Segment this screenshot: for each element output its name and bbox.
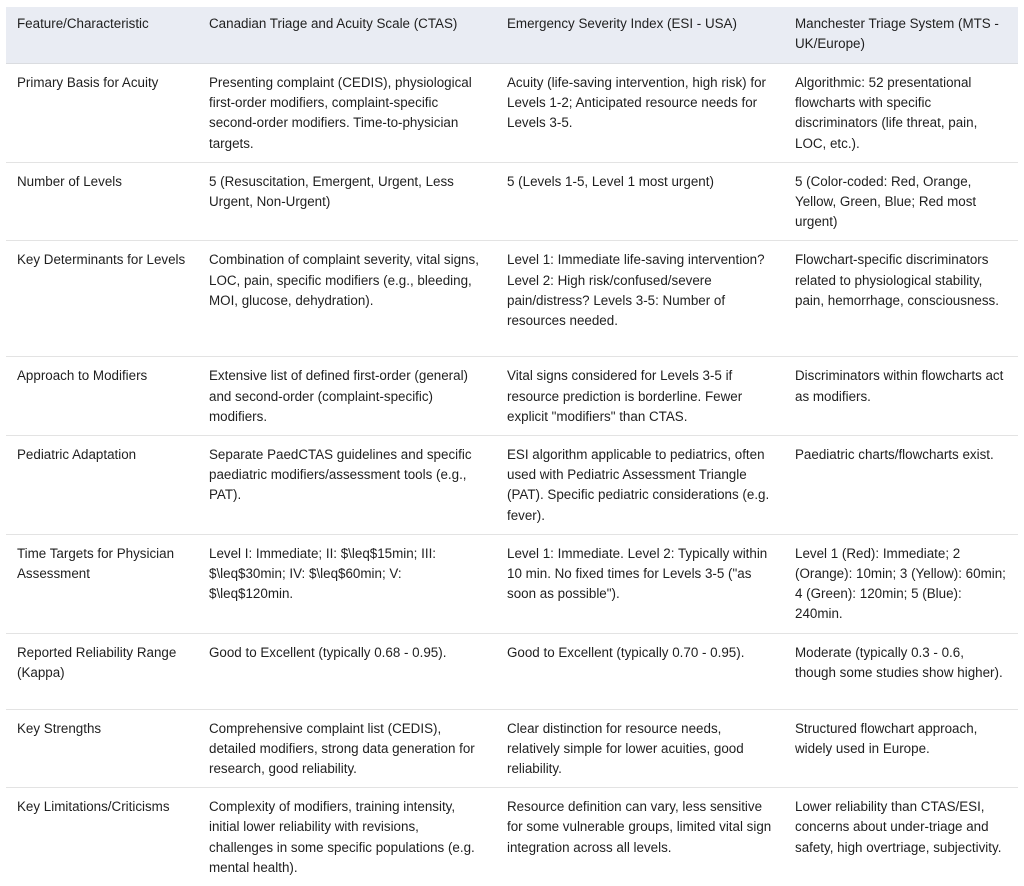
esi-cell: 5 (Levels 1-5, Level 1 most urgent) xyxy=(496,162,784,241)
feature-cell: Reported Reliability Range (Kappa) xyxy=(6,633,198,709)
feature-cell: Key Strengths xyxy=(6,709,198,788)
mts-cell: Discriminators within flowcharts act as modifiers. xyxy=(784,357,1018,436)
table-body xyxy=(6,64,1018,886)
mts-cell: Algorithmic: 52 presentational flowcharts with specific discriminators (life threat, pain, LOC, etc.). xyxy=(784,64,1018,163)
mts-cell: Level 1 (Red): Immediate; 2 (Orange): 10min; 3 (Yellow): 60min; 4 (Green): 120min; 5 (Blue): 240min. xyxy=(784,534,1018,633)
header-esi: Emergency Severity Index (ESI - USA) xyxy=(496,7,784,64)
esi-cell: Acuity (life-saving intervention, high risk) for Levels 1-2; Anticipated resource needs for Levels 3-5. xyxy=(496,64,784,163)
esi-cell: Clear distinction for resource needs, relatively simple for lower acuities, good reliability. xyxy=(496,709,784,788)
comparison-table-container xyxy=(6,7,1018,871)
feature-cell: Primary Basis for Acuity xyxy=(6,64,198,163)
table-header xyxy=(6,7,1018,64)
feature-cell: Key Limitations/Criticisms xyxy=(6,788,198,886)
ctas-cell: Presenting complaint (CEDIS), physiological first-order modifiers, complaint-specific second-order modifiers. Time-to-physician targets. xyxy=(198,64,496,163)
mts-cell: Structured flowchart approach, widely used in Europe. xyxy=(784,709,1018,788)
feature-cell: Time Targets for Physician Assessment xyxy=(6,534,198,633)
feature-cell: Approach to Modifiers xyxy=(6,357,198,436)
esi-cell: ESI algorithm applicable to pediatrics, often used with Pediatric Assessment Triangle (PAT). Specific pediatric considerations (e.g. fever). xyxy=(496,436,784,535)
ctas-cell: Combination of complaint severity, vital signs, LOC, pain, specific modifiers (e.g., bleeding, MOI, glucose, dehydration). xyxy=(198,241,496,357)
esi-cell: Level 1: Immediate. Level 2: Typically within 10 min. No fixed times for Levels 3-5 ("as soon as possible"). xyxy=(496,534,784,633)
table-row xyxy=(6,788,1018,886)
ctas-cell: Level I: Immediate; II: $\leq$15min; III: $\leq$30min; IV: $\leq$60min; V: $\leq$120min. xyxy=(198,534,496,633)
ctas-cell: Comprehensive complaint list (CEDIS), detailed modifiers, strong data generation for research, good reliability. xyxy=(198,709,496,788)
table-row xyxy=(6,436,1018,535)
ctas-cell: Complexity of modifiers, training intensity, initial lower reliability with revisions, challenges in some specific populations (e.g. mental health). xyxy=(198,788,496,886)
table-row xyxy=(6,709,1018,788)
table-row xyxy=(6,357,1018,436)
header-ctas: Canadian Triage and Acuity Scale (CTAS) xyxy=(198,7,496,64)
esi-cell: Vital signs considered for Levels 3-5 if resource prediction is borderline. Fewer explicit "modifiers" than CTAS. xyxy=(496,357,784,436)
feature-cell: Number of Levels xyxy=(6,162,198,241)
mts-cell: Moderate (typically 0.3 - 0.6, though some studies show higher). xyxy=(784,633,1018,709)
ctas-cell: 5 (Resuscitation, Emergent, Urgent, Less Urgent, Non-Urgent) xyxy=(198,162,496,241)
table-row xyxy=(6,534,1018,633)
mts-cell: Lower reliability than CTAS/ESI, concerns about under-triage and safety, high overtriage, subjectivity. xyxy=(784,788,1018,886)
ctas-cell: Separate PaedCTAS guidelines and specific paediatric modifiers/assessment tools (e.g., PAT). xyxy=(198,436,496,535)
header-row xyxy=(6,7,1018,64)
table-row xyxy=(6,64,1018,163)
header-mts: Manchester Triage System (MTS - UK/Europe) xyxy=(784,7,1018,64)
triage-comparison-table xyxy=(6,7,1018,886)
ctas-cell: Good to Excellent (typically 0.68 - 0.95). xyxy=(198,633,496,709)
header-feature: Feature/Characteristic xyxy=(6,7,198,64)
mts-cell: 5 (Color-coded: Red, Orange, Yellow, Green, Blue; Red most urgent) xyxy=(784,162,1018,241)
esi-cell: Resource definition can vary, less sensitive for some vulnerable groups, limited vital sign integration across all levels. xyxy=(496,788,784,886)
table-row xyxy=(6,162,1018,241)
table-row xyxy=(6,633,1018,709)
mts-cell: Flowchart-specific discriminators related to physiological stability, pain, hemorrhage, consciousness. xyxy=(784,241,1018,357)
ctas-cell: Extensive list of defined first-order (general) and second-order (complaint-specific) modifiers. xyxy=(198,357,496,436)
mts-cell: Paediatric charts/flowcharts exist. xyxy=(784,436,1018,535)
feature-cell: Key Determinants for Levels xyxy=(6,241,198,357)
feature-cell: Pediatric Adaptation xyxy=(6,436,198,535)
table-row xyxy=(6,241,1018,357)
esi-cell: Level 1: Immediate life-saving intervention? Level 2: High risk/confused/severe pain/distress? Levels 3-5: Number of resources needed. xyxy=(496,241,784,357)
esi-cell: Good to Excellent (typically 0.70 - 0.95). xyxy=(496,633,784,709)
